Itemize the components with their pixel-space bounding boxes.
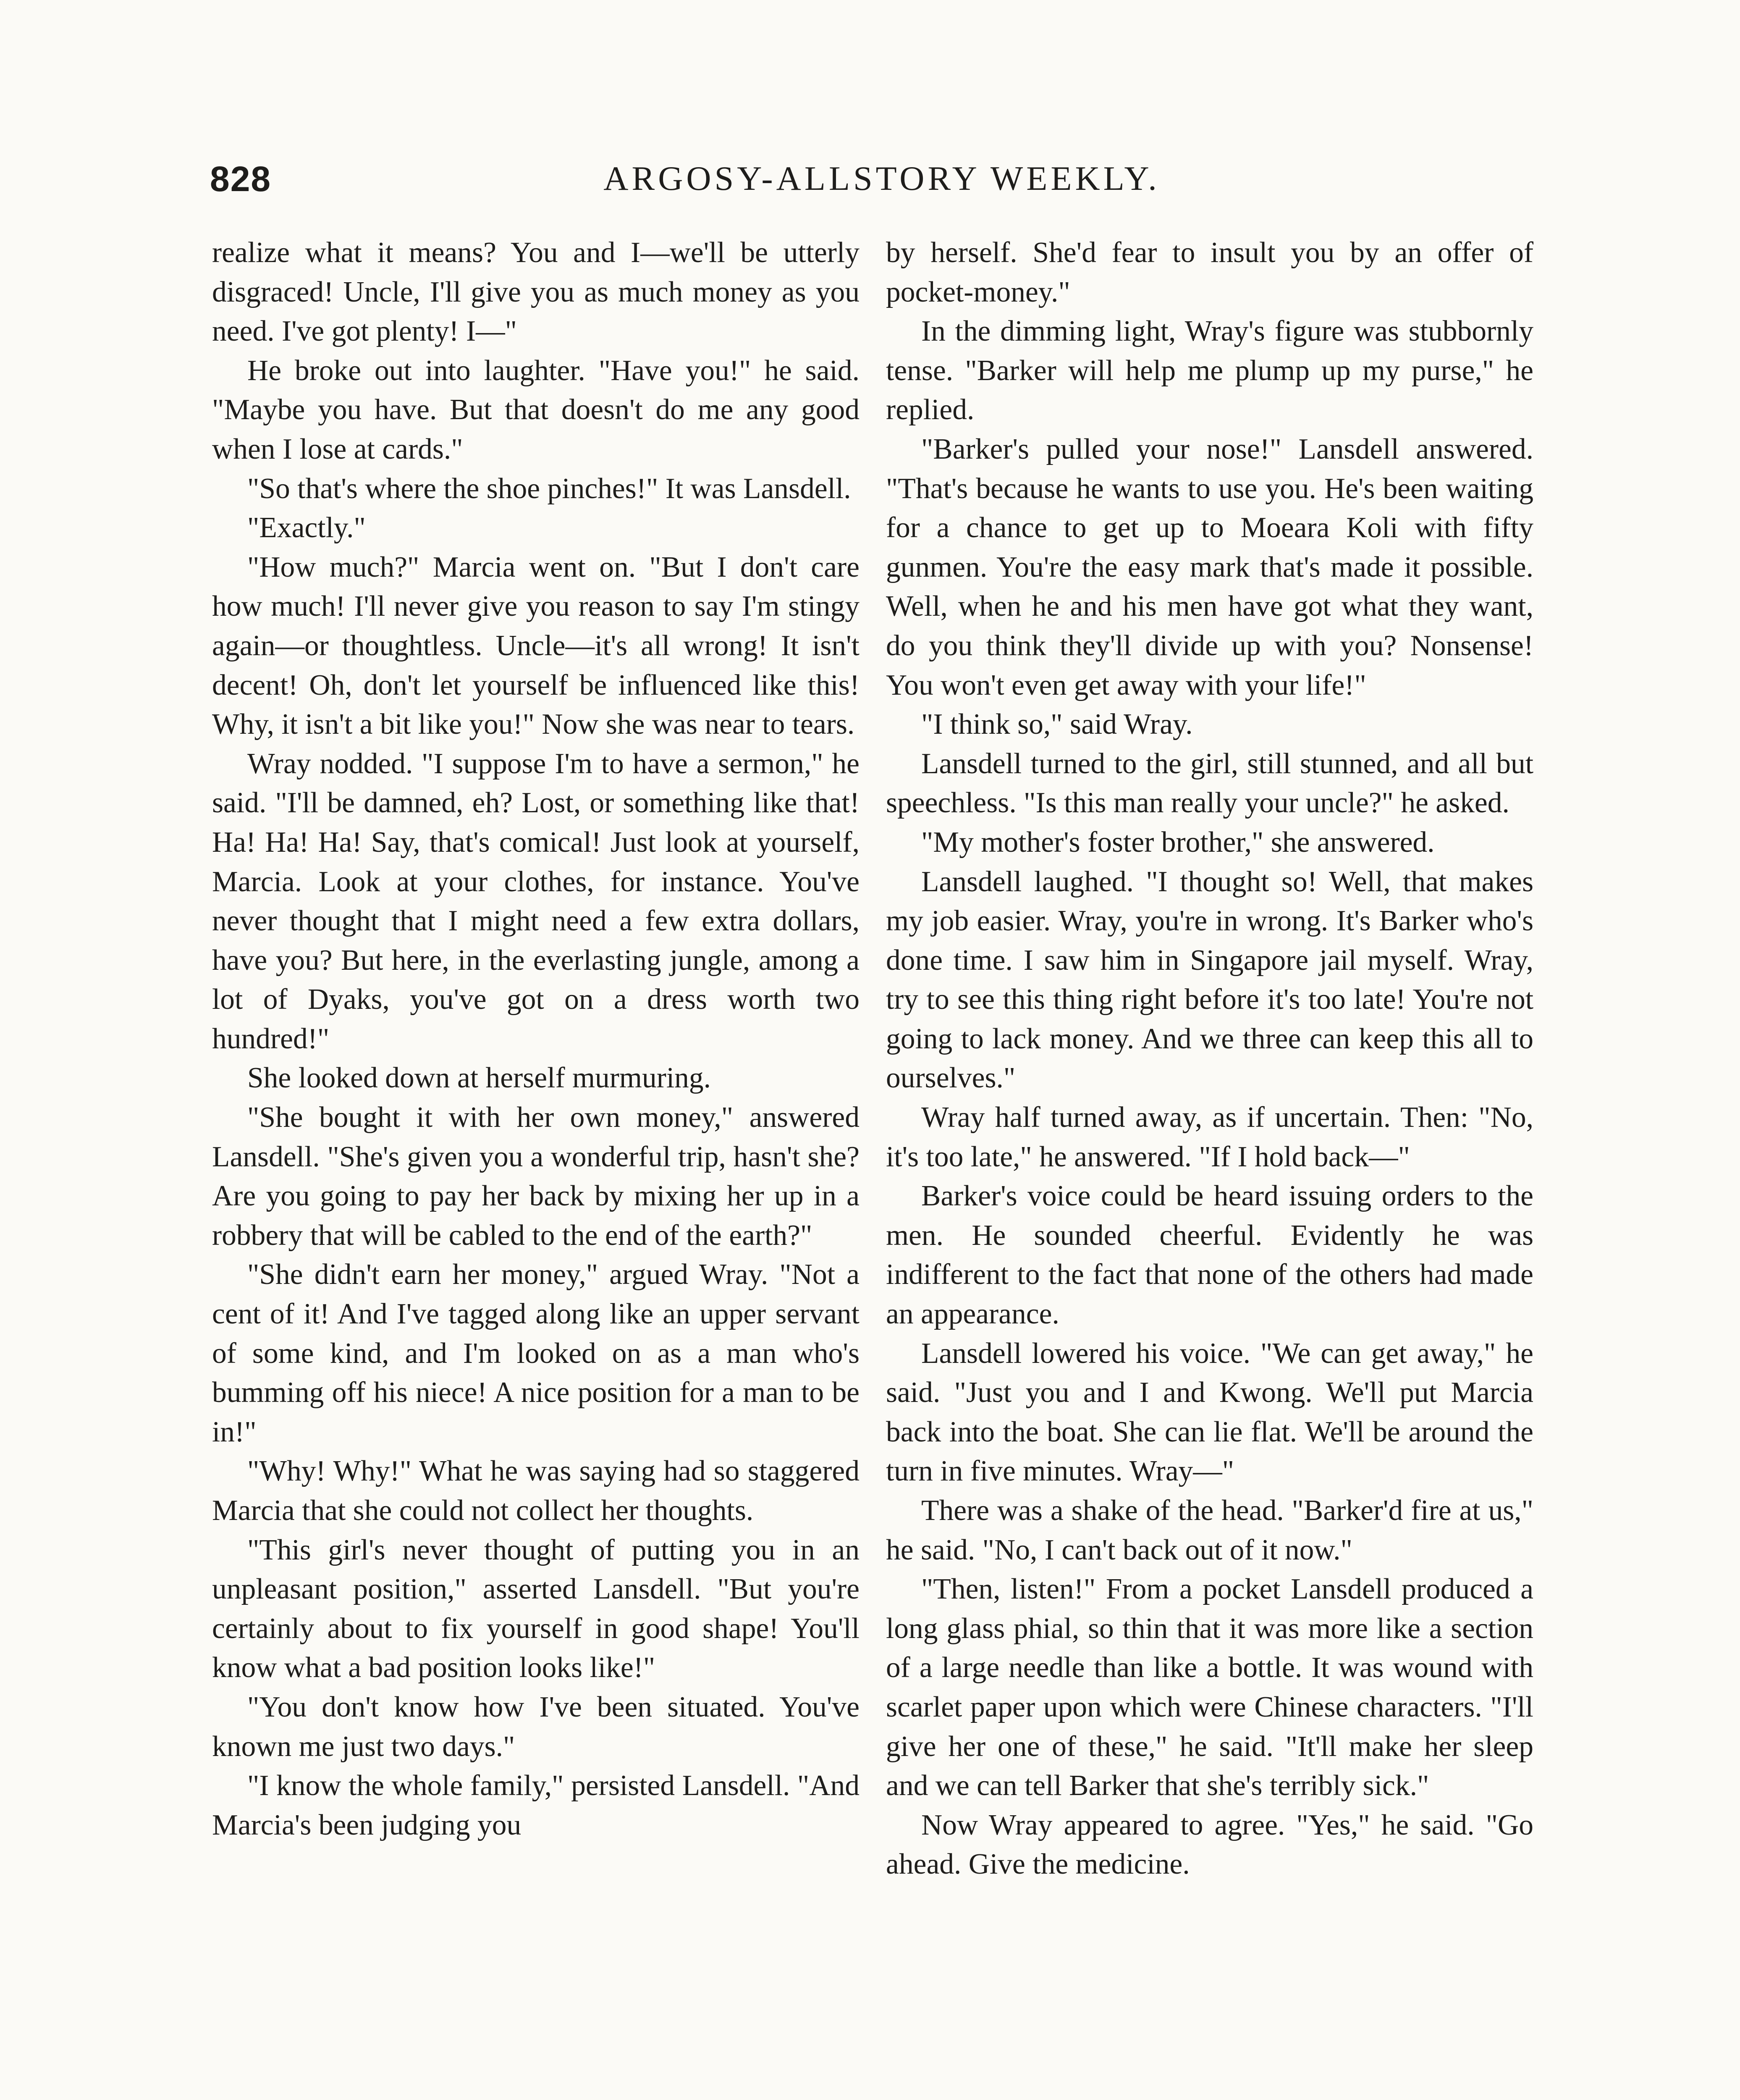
paragraph: Wray nodded. "I suppose I'm to have a sermon," he said. "I'll be damned, eh? Lost, or something like that! Ha! Ha! Ha! Say, that's comical! Just look at yourself, Marcia. Look at your clothes, for instance. You've never thought that I might need a few extra dollars, have you? But here, in the everlasting jungle, among a lot of Dyaks, you've got on a dress worth two hundred!" — [212, 747, 860, 1055]
paragraph: "So that's where the shoe pinches!" It was Lansdell. — [247, 472, 851, 505]
paragraph: Wray half turned away, as if uncertain. Then: "No, it's too late," he answered. "If I hold back—" — [886, 1101, 1533, 1173]
paragraph: by herself. She'd fear to insult you by an offer of pocket-money." — [886, 236, 1533, 308]
paragraph: Barker's voice could be heard issuing orders to the men. He sounded cheerful. Evidently he was indifferent to the fact that none of the others had made an appearance. — [886, 1180, 1533, 1331]
paragraph: "She bought it with her own money," answered Lansdell. "She's given you a wonderful trip, hasn't she? Are you going to pay her back by mixing her up in a robbery that will be cabled to the end of the earth?" — [212, 1101, 860, 1252]
right-column — [886, 233, 1533, 1884]
paragraph: There was a shake of the head. "Barker'd fire at us," he said. "No, I can't back out of it now." — [886, 1494, 1533, 1566]
paragraph: "Barker's pulled your nose!" Lansdell answered. "That's because he wants to use you. He's been waiting for a chance to get up to Moeara Koli with fifty gunmen. You're the easy mark that's made it possible. Well, when he and his men have got what they want, do you think they'll divide up with you? Nonsense! You won't even get away with your life!" — [886, 433, 1533, 701]
paragraph: "You don't know how I've been situated. You've known me just two days." — [212, 1690, 860, 1763]
paragraph: Lansdell lowered his voice. "We can get away," he said. "Just you and I and Kwong. We'll put Marcia back into the boat. She can lie flat. We'll be around the turn in five minutes. Wray—" — [886, 1337, 1533, 1488]
page-header — [210, 159, 1554, 222]
paragraph: "Then, listen!" From a pocket Lansdell produced a long glass phial, so thin that it was more like a section of a large needle than like a bottle. It was wound with scarlet paper upon which were Chinese characters. "I'll give her one of these," he said. "It'll make her sleep and we can tell Barker that she's terribly sick." — [886, 1573, 1533, 1802]
paragraph: "I think so," said Wray. — [921, 708, 1193, 741]
paragraph: realize what it means? You and I—we'll be utterly disgraced! Uncle, I'll give you as much money as you need. I've got plenty! I—" — [212, 236, 860, 348]
paragraph: He broke out into laughter. "Have you!" he said. "Maybe you have. But that doesn't do me any good when I lose at cards." — [212, 354, 860, 465]
magazine-title: ARGOSY-ALLSTORY WEEKLY. — [603, 159, 1160, 197]
paragraph: "She didn't earn her money," argued Wray. "Not a cent of it! And I've tagged along like an upper servant of some kind, and I'm looked on as a man who's bumming off his niece! A nice position for a man to be in!" — [212, 1258, 860, 1448]
page-number: 828 — [210, 159, 272, 199]
left-column — [212, 233, 860, 1845]
paragraph: Now Wray appeared to agree. "Yes," he said. "Go ahead. Give the medicine. — [886, 1809, 1533, 1881]
paragraph: "This girl's never thought of putting you in an unpleasant position," asserted Lansdell. "But you're certainly about to fix yourself in good shape! You'll know what a bad position looks like!" — [212, 1533, 860, 1684]
paragraph: In the dimming light, Wray's figure was stubbornly tense. "Barker will help me plump up my purse," he replied. — [886, 315, 1533, 426]
paragraph: She looked down at herself murmuring. — [247, 1062, 711, 1095]
paragraph: Lansdell turned to the girl, still stunned, and all but speechless. "Is this man really your uncle?" he asked. — [886, 747, 1533, 819]
paragraph: "Why! Why!" What he was saying had so staggered Marcia that she could not collect her thoughts. — [212, 1455, 860, 1527]
paragraph: "How much?" Marcia went on. "But I don't care how much! I'll never give you reason to say I'm stingy again—or thoughtless. Uncle—it's all wrong! It isn't decent! Oh, don't let yourself be influenced like this! Why, it isn't a bit like you!" Now she was near to tears. — [212, 551, 860, 741]
paragraph: Lansdell laughed. "I thought so! Well, that makes my job easier. Wray, you're in wrong. It's Barker who's done time. I saw him in Singapore jail myself. Wray, try to see this thing right before it's too late! You're not going to lack money. And we three can keep this all to ourselves." — [886, 865, 1533, 1095]
paragraph: "Exactly." — [247, 512, 366, 544]
paragraph: "I know the whole family," persisted Lansdell. "And Marcia's been judging you — [212, 1769, 860, 1841]
paragraph: "My mother's foster brother," she answered. — [921, 826, 1435, 858]
